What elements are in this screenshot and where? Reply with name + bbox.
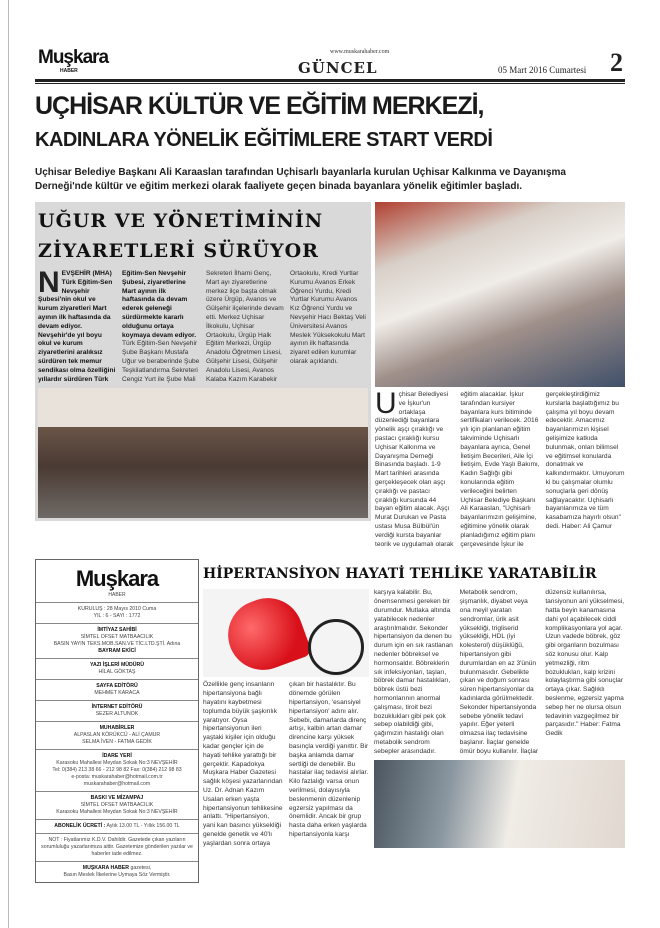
blood-pressure-photo (374, 760, 625, 848)
side-article-photo (38, 388, 368, 518)
top-articles-row (35, 202, 625, 549)
header-logo: Muşkara HABER (38, 47, 109, 74)
main-headline-line1: UÇHİSAR KÜLTÜR VE EĞİTİM MERKEZİ, (35, 92, 484, 120)
main-subheadline: Uçhisar Belediye Başkanı Ali Karaaslan tarafından Uçhisarlı bayanlarla kurulan Uçhisar Kalkınma ve Dayanışma Derneği'nde kültür ve eğitim merkezi olarak faaliyete geçen binada bayanlara yönelik eğitimler başladı. (35, 167, 566, 192)
side-article-body: NEVŞEHİR (MHA) Türk Eğitim-Sen Nevşehir Şubesi'nin okul ve kurum ziyaretleri Mart ayının ilk haftasında da devam ediyor. Nevşehir'de yıl boyu okul ve kurum ziyaretlerini aralıksız sürdüren tek memur sendikası olma özelliğini yıllardır sürdüren Türk Eğitim-Sen Nevşehir Şubesi, ziyaretlerine Mart ayının ilk haftasında da devam ederek geleneği sürdürmekte kararlı olduğunu ortaya koymaya devam ediyor. Türk Eğitim-Sen Nevşehir Şube Başkanı Mustafa Uğur ve beraberinde Şube Teşkilatlandırma Sekreteri Cengiz Yurt ile Şube Mali Sekreteri İlhami Genç, Mart ayı ziyaretlerine merkez ilçe başta olmak üzere Ürgüp, Avanos ve Gülşehir ilçelerinde devam etti. Merkez Uçhisar İlkokulu, Uçhisar Ortaokulu, Ürgüp Halk Eğitim Merkezi, Ürgüp Anadolu Öğretmen Lisesi, Gülşehir Lisesi, Gülşehir Anadolu Lisesi, Avanos Kalaba Kazım Karabekir Ortaokulu, Kredi Yurtlar Kurumu Avanos Erkek Öğrenci Yurdu, Kredi Yurtlar Kurumu Avanos Kız Öğrenci Yurdu ve Nevşehir Hacı Bektaş Veli Üniversitesi Avanos Meslek Yüksekokulu Mart ayının ilk haftasında ziyaret edilen kurumlar olarak açıklandı. (38, 266, 366, 383)
header-rule (35, 79, 625, 82)
section-name: GÜNCEL (298, 59, 378, 77)
health-article-body-right: karşıya kalabilir. Bu, önemsenmesi gereken bir durumdur. Mutlaka altında yatabilecek nedenler araştırılmalıdır. Sekonder hipertansiyon da denen bu durum için en sık rastlanan nedenler böbreksel ve hormonsaldır. Böbreklerin sık infeksiyonları, taşları, böbrek damar hastalıkları, böbrek üstü bezi hormonlarının anormal çalışması, tiroit bezi bozuklukları gibi pek çok sebep olabildiği gibi, çağımızın hastalığı olan metabolik sendrom sebepler arasındadır. Metabolik sendrom, şişmanlık, diyabet veya ona meyil yaratan sendromlar, ürik asit yüksekliği, trigliserid yüksekliği, HDL (iyi kolesterol) düşüklüğü, hipertansiyon gibi durumlardan en az 3'ünün bulunmasıdır. Gebelikte çıkan ve doğum sonrası süren hipertansiyonlar da kadınlarda görülmektedir. Sekonder hipertansiyonda sebebe yönelik tedavi yapılır. Eğer yeterli olmazsa ilaç tedavisine başlanır. İlaçlar genelde ömür boyu kullanılır. İlaçlar düzensiz kullanılırsa, tansiyonun ani yükselmesi, hatta beyin kanamasına dahi yol açabilecek ciddi komplikasyonlara yol açar. Uzun vadede böbrek, göz gibi organların bozulması söz konusu olur. Kalp yetmezliği, ritm bozuklukları, kalp krizini kolaylaştırma gibi sonuçlar ortaya çıkar. Sağlıklı beslenme, egzersiz yapma sebep her ne olursa olsun tedavinin vazgeçilmez bir parçasıdır." Haber: Fatma Gedik (374, 589, 625, 755)
page-content (35, 88, 625, 883)
masthead-logo: Muşkara (75, 566, 159, 592)
page-number: 2 (610, 48, 623, 77)
bottom-row (35, 559, 625, 883)
health-article (203, 559, 625, 848)
main-article-photo (375, 202, 625, 387)
main-article (375, 202, 625, 549)
issue-date: 05 Mart 2016 Cumartesi (498, 65, 587, 75)
main-article-body: Uçhisar Belediyesi ve İşkur'un ortaklaşa düzenlediği bayanlara yönelik aşçı çıraklığı ve pastacı çıraklığı kursu Uçhisar Kalkınma ve Dayanışma Derneği Binasında başladı. 1-9 Mart tarihleri arasında gerçekleşecek olan aşçı çıraklığı ve pastacı çıraklığı kursunda 44 bayan eğitim alacak. Aşçı Murat Durukan ve Pasta ustası Musa Bülbül'ün verdiği kursta bayanlar teorik ve uygulamalı olarak eğitim alacaklar. İşkur tarafından kursiyer bayanlara kurs bitiminde sertifikaları verilecek. 2016 yılı için planlanan eğitim takviminde Uçhisarlı bayanlara ayrıca, Genel İletişim Becerileri, Aile İçi İletişim, Evde Yaşlı Bakımı, Kadın Sağlığı gibi konularında eğitim verileceğini belirten Uçhisar Belediye Başkanı Ali Karaaslan, "Uçhisarlı bayanlarımızın gelişimine, eğitimine yönelik olarak planladığımız eğitim planı çerçevesinde İşkur ile gerçekleştirdiğimiz kurslarla başlattığımız bu çalışma yıl boyu devam edecektir. Amacımız bayanlarımızın kişisel gelişimize katkıda bulunmak, onları bilimsel ve eğitimsel konularda donatmak ve kalkındırmaktır. Umuyorum ki bu çalışmalar olumlu sonuçlarla geri dönüş sağlayacaktır. Uçhisarlı bayanlarımıza ve tüm kasabamıza hayırlı olsun" dedi. Haber: Ali Çamur (375, 387, 625, 548)
health-article-title: HİPERTANSİYON HAYATİ TEHLİKE YARATABİLİR (203, 566, 597, 583)
masthead-box: Muşkara HABER KURULUŞ : 28 Mayıs 2010 Cuma YIL : 6 - SAYI : 1772 İMTİYAZ SAHİBİ SİMTEL OFSET MATBAACILIK BASIN YAYIN TEKS.MOB.SAN.VE TİC.LTD.ŞTİ. Adına BAYRAM EKİCİ YAZI İŞLERİ MÜDÜRÜ HİLAL GÖKTAŞ SAYFA EDİTÖRÜ MEHMET KARACA İNTERNET EDİTÖRÜ SEZER ALTUNOK MUHABİRLER ALPASLAN KÖRÜKCÜ - ALİ ÇAMUR SELMA İVEN - FATMA GEDİK İDARE YERİ Karasoku Mahallesi Meydan Sokak No:3 NEVŞEHİR Tel: 0(384) 213 38 66 - 212 98 82 Fax: 0(384) 212 98 83 e-posta: muskarahaber@hotmail.com.tr muskarahaber@hotmail.com BASKI VE MİZAMPAJ SİMTEL OFSET MATBAACILIK Karasoku Mahallesi Meydan Sokak No:3 NEVŞEHİR ABONELİK ÜCRETİ : Aylık 13.00 TL - Yıllık 156.00 TL NOT : Fiyatlarımız K.D.V. Dahildir. Gazetede çıkan yazıların sorumluluğu yazarlarımıza aittir. Gazetemize gönderilen yazılar ve haberler iade edilmez. MUŞKARA HABER gazetesi, Basın Meslek İlkelerine Uymaya Söz Vermiştir. (35, 559, 199, 883)
page-edge-line (8, 0, 9, 928)
header-url: www.muskarahaber.com (330, 49, 390, 55)
header-rule-thin (35, 83, 625, 84)
side-article-box (35, 202, 371, 521)
masthead-logo-tag: HABER (108, 592, 126, 599)
heart-stethoscope-photo (203, 589, 369, 677)
side-article-title: UĞUR VE YÖNETİMİNİN ZİYARETLERİ SÜRÜYOR (38, 210, 324, 262)
main-headline-line2: KADINLARA YÖNELİK EĞİTİMLERE START VERDİ (35, 129, 493, 151)
health-article-body-left: Özellikle genç insanların hipertansiyona bağlı hayatını kaybetmesi toplumda büyük şaşkınlık yaratıyor. Oysa hipertansiyonun ileri yaştaki kişiler için olduğu kadar gençler için de hayati tehlike yarattığı bir gerçektir. Kapadokya Muşkara Haber Gazetesi sağlık köşesi yazarlarından Uz. Dr. Adnan Kazım Usalan erken yaşta hipertansiyonun tehlikesine anlattı. "Hipertansiyon, yani kan basıncı yüksekliği genelde genetik ve 40'lı yaşlardan sonra ortaya çıkan bir hastalıktır. Bu dönemde görülen hipertansiyon, 'esansiyel hipertansiyon' adını alır. Sebebi, damarlarda direnç artışı, kalbin artan damar direncine karşı yüksek basınçla verdiği yanıttır. Bir başka anlamda damar sertliği de denebilir. Bu hastalar ilaç tedavisi alırlar. Kilo fazlalığı varsa onun verilmesi, dolayısıyla beslenmenin düzenlenip egzersiz yapılması da önemlidir. Ancak bir grup hasta daha erken yaşlarda hipertansiyonla karşı (203, 681, 369, 847)
